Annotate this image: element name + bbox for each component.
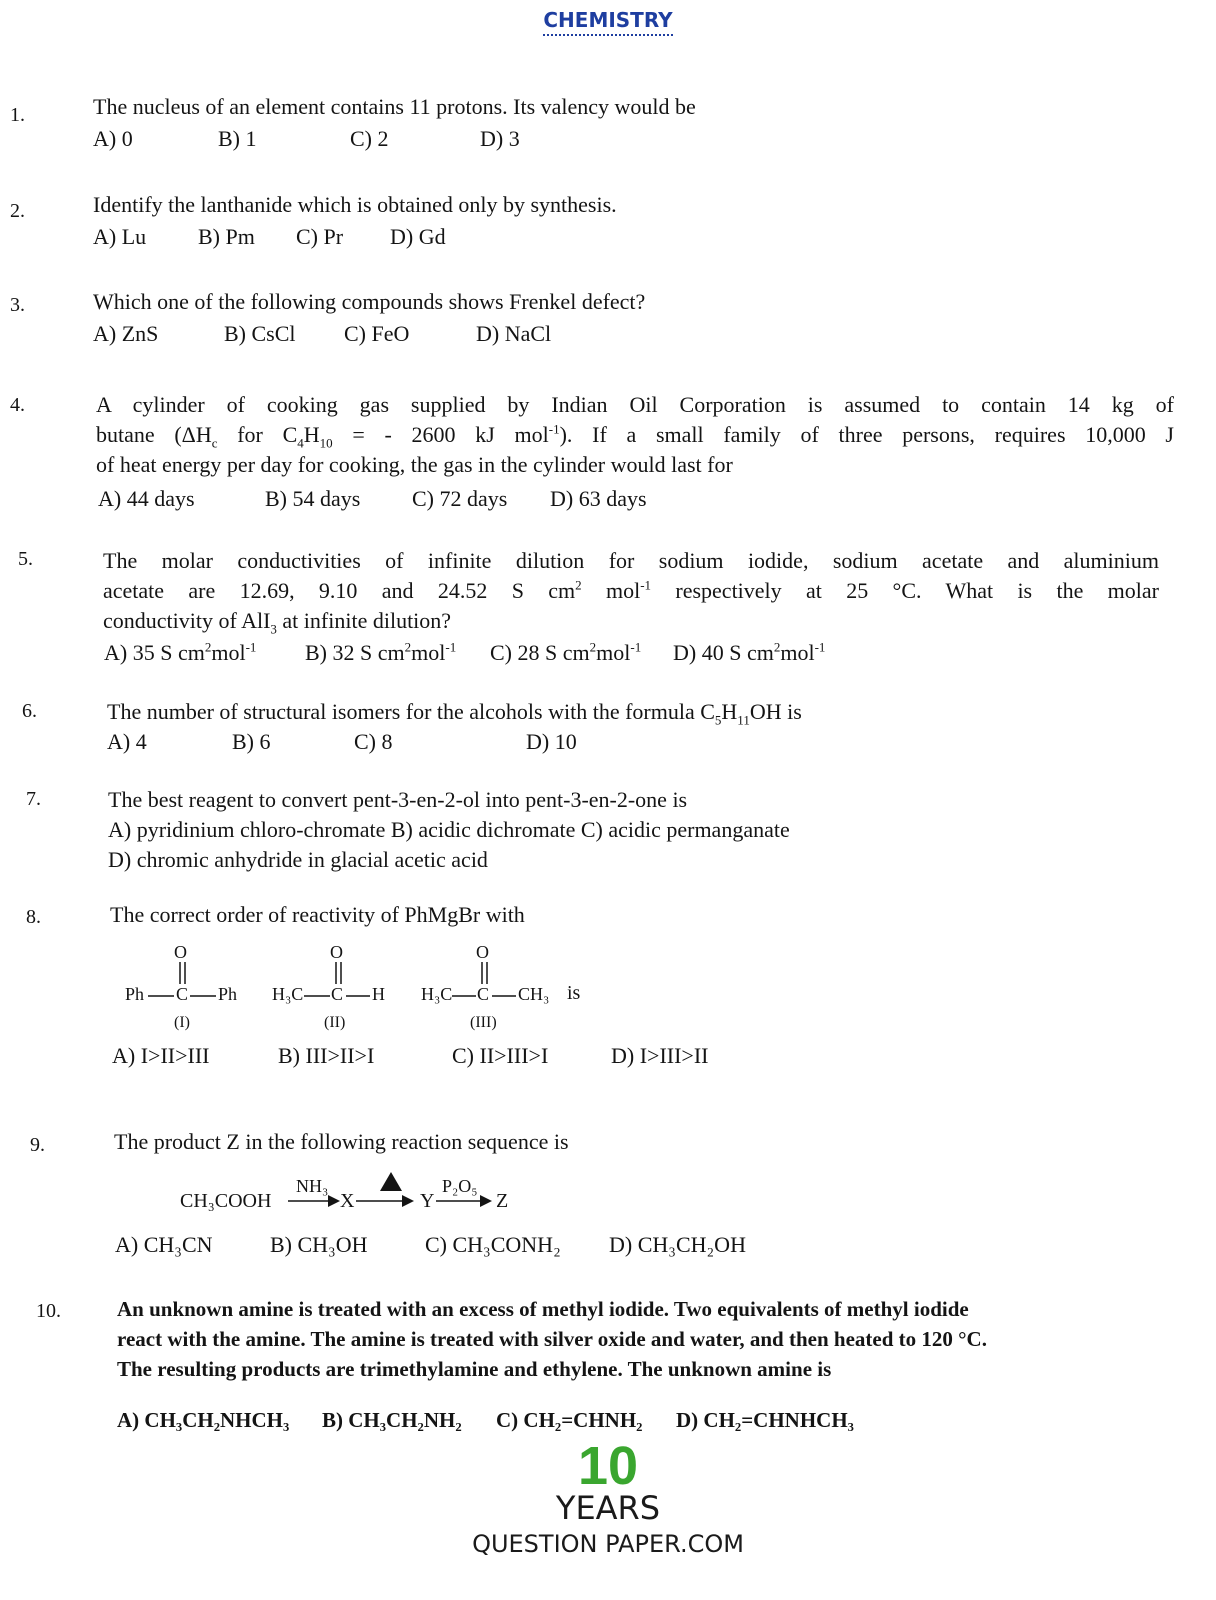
question-number: 8. [26, 906, 41, 928]
option-a[interactable]: A) 4 [107, 729, 147, 754]
option-d[interactable]: D) I>III>II [611, 1043, 709, 1068]
question-text: An unknown amine is treated with an excess of methyl iodide. Two equivalents of methyl iodide react with the amine. The amine is treated with silver oxide and water, and then heated to 120 °C. The resulting products are trimethylamine and ethylene. The unknown amine is [117, 1297, 987, 1381]
option-d[interactable]: D) 63 days [550, 486, 647, 511]
option-b[interactable]: B) CH₃CH₂NH₂ [322, 1408, 462, 1432]
question-text: The best reagent to convert pent-3-en-2-ol into pent-3-en-2-one is A) pyridinium chloro-chromate B) acidic dichromate C) acidic permanganate D) chromic anhydride in glacial acetic acid [108, 785, 790, 875]
option-d[interactable]: D) Gd [390, 224, 446, 249]
option-d[interactable]: D) 3 [480, 126, 520, 151]
reaction-arrow [288, 1194, 340, 1208]
question-number: 10. [36, 1300, 61, 1322]
heat-triangle-icon [380, 1172, 402, 1192]
question-text: The correct order of reactivity of PhMgBr with [110, 902, 525, 927]
option-a[interactable]: A) ZnS [93, 321, 159, 346]
option-d[interactable]: D) 10 [526, 729, 577, 754]
option-b[interactable]: B) 6 [232, 729, 271, 754]
reaction-arrow [436, 1194, 492, 1208]
option-b[interactable]: B) Pm [198, 224, 255, 249]
question-text: The nucleus of an element contains 11 protons. Its valency would be [93, 94, 696, 119]
option-c[interactable]: C) 28 S $cm^2mol^{-1}$ [490, 639, 642, 665]
question-text: Which one of the following compounds shows Frenkel defect? [93, 289, 646, 314]
option-c[interactable]: C) 72 days [412, 486, 508, 511]
option-b[interactable]: B) CH₃OH [270, 1232, 368, 1257]
question-text: Identify the lanthanide which is obtained only by synthesis. [93, 192, 617, 217]
option-b[interactable]: B) III>II>I [278, 1043, 375, 1068]
option-d[interactable]: D) NaCl [476, 321, 552, 346]
option-d[interactable]: D) 40 S $cm^2mol^{-1}$ [673, 639, 826, 665]
option-d[interactable]: D) CH₂=CHNHCH₃ [676, 1408, 854, 1432]
option-c[interactable]: C) CH₃CONH₂ [425, 1232, 561, 1257]
page-title: CHEMISTRY [0, 8, 1216, 32]
question-number: 3. [10, 294, 25, 316]
question-text: A cylinder of cooking gas supplied by Indian Oil Corporation is assumed to contain 14 kg of butane ($\Delta H_c$ for $C_4H_{10}$ = - 2600 kJ mol$^{-1}$). If a small family of three persons, requires 10,000 J of heat energy per day for cooking, the gas in the cylinder would last for [96, 392, 1174, 477]
option-d[interactable]: D) CH₃CH₂OH [609, 1232, 746, 1257]
question-text: The molar conductivities of infinite dilution for sodium iodide, sodium acetate and aluminium acetate are 12.69, 9.10 and 24.52 S $cm^2$ mol$^{-1}$ respectively at 25 °C. What is the molar conductivity of AlI$_3$ at infinite dilution? [103, 548, 1159, 637]
option-a[interactable]: A) 0 [93, 126, 133, 151]
option-b[interactable]: B) 54 days [265, 486, 361, 511]
option-a[interactable]: A) I>II>III [112, 1043, 210, 1068]
question-number: 1. [10, 104, 25, 126]
option-b[interactable]: B) 1 [218, 126, 257, 151]
question-number: 9. [30, 1134, 45, 1156]
options-row[interactable]: A) pyridinium chloro-chromate B) acidic dichromate C) acidic permanganate [108, 817, 790, 842]
exam-page: CHEMISTRY 1. The nucleus of an element contains 11 protons. Its valency would be A) 0 B) 1 C) 2 D) 3 2. Identify the lanthanide which is obtained only by synthesis. A) Lu B) Pm C) Pr D) Gd 3. Which one of the following compounds shows Frenkel defect? A) ZnS B) CsCl C) FeO D) NaCl 4. A cylinder of cooking gas supplied by Indian Oil Corporation is assumed to contain 14 kg of butane ($\Delta H_c$ for $C_4H_{10}$ = - 2600 kJ mol$^{-1}$). If a small family of three persons, requires 10,000 J of heat energy per day for cooking, the gas in the cylinder would last for A) 44 days B) 54 days C) 72 days D) 63 days 5. The molar conductivities of infinite dilution for sodium iodide, sodium acetate and aluminium acetate are 12.69, 9.10 and 24.52 S $cm^2$ mol$^{-1}$ respectively at 25 °C. What is the molar conductivity of AlI$_3$ at infinite dilution? A) 35 S $cm^2mol^{-1}$ B) 32 S $cm^2mol^{-1}$ C) 28 S $cm^2mol^{-1}$ D) 40 S $cm^2mol^{-1}$ 6. The number of structural isomers for the alcohols with the formula $C_5H_{11}OH$ is A) 4 B) 6 C) 8 D) 10 7. The best reagent to convert pent-3-en-2-ol into pent-3-en-2-one is A) pyridinium chloro-chromate B) acidic dichromate C) acidic permanganate D) chromic anhydride in glacial acetic acid 8. The correct order of reactivity of PhMgBr with O Ph C Ph (I) O H₃C C H (II) O H₃C C CH₃ is (III) A) I>II>III B) III>II>I C) II>III>I D) I>III>II 9. The product Z in the following reaction sequence is CH₃COOH NH₃ X Y P₂O₅ Z A) CH₃CN B) CH₃OH C) CH₃CONH₂ D) CH₃CH₂OH 10. An unknown amine is treated with an excess of methyl iodide. Two equivalents of methyl iodide react with the amine. The amine is treated with silver oxide and water, and then heated to 120 °C. The resulting products are trimethylamine and ethylene. The unknown amine is A) CH₃CH₂NHCH₃ B) CH₃CH₂NH₂ C) CH₂=CHNH₂ D) CH₂=CHNHCH₃ 10 YEARS QUESTION PAPER.COM [0, 0, 1216, 1600]
question-number: 6. [22, 700, 37, 722]
question-text: The product Z in the following reaction sequence is [114, 1129, 569, 1154]
question-number: 7. [26, 788, 41, 810]
logo-site-name: QUESTION PAPER.COM [472, 1530, 744, 1558]
option-b[interactable]: B) CsCl [224, 321, 296, 346]
option-a[interactable]: A) CH₃CH₂NHCH₃ [117, 1408, 290, 1432]
option-a[interactable]: A) CH₃CN [115, 1232, 213, 1257]
logo-years: YEARS [555, 1489, 661, 1527]
logo-number: 10 [577, 1436, 639, 1496]
option-c[interactable]: C) II>III>I [452, 1043, 549, 1068]
option-c[interactable]: C) 8 [354, 729, 393, 754]
option-a[interactable]: A) Lu [93, 224, 147, 249]
option-a[interactable]: A) 35 S $cm^2mol^{-1}$ [104, 639, 257, 665]
option-c[interactable]: C) Pr [296, 224, 344, 249]
option-c[interactable]: C) 2 [350, 126, 389, 151]
option-b[interactable]: B) 32 S $cm^2mol^{-1}$ [305, 639, 457, 665]
option-c[interactable]: C) CH₂=CHNH₂ [496, 1408, 643, 1432]
question-number: 4. [10, 394, 25, 416]
option-d[interactable]: D) chromic anhydride in glacial acetic acid [108, 847, 488, 872]
option-c[interactable]: C) FeO [344, 321, 410, 346]
question-number: 5. [18, 548, 33, 570]
reaction-arrow [356, 1194, 414, 1208]
question-text: The number of structural isomers for the alcohols with the formula $C_5H_{11}OH$ is [107, 699, 802, 728]
option-a[interactable]: A) 44 days [98, 486, 195, 511]
question-number: 2. [10, 200, 25, 222]
